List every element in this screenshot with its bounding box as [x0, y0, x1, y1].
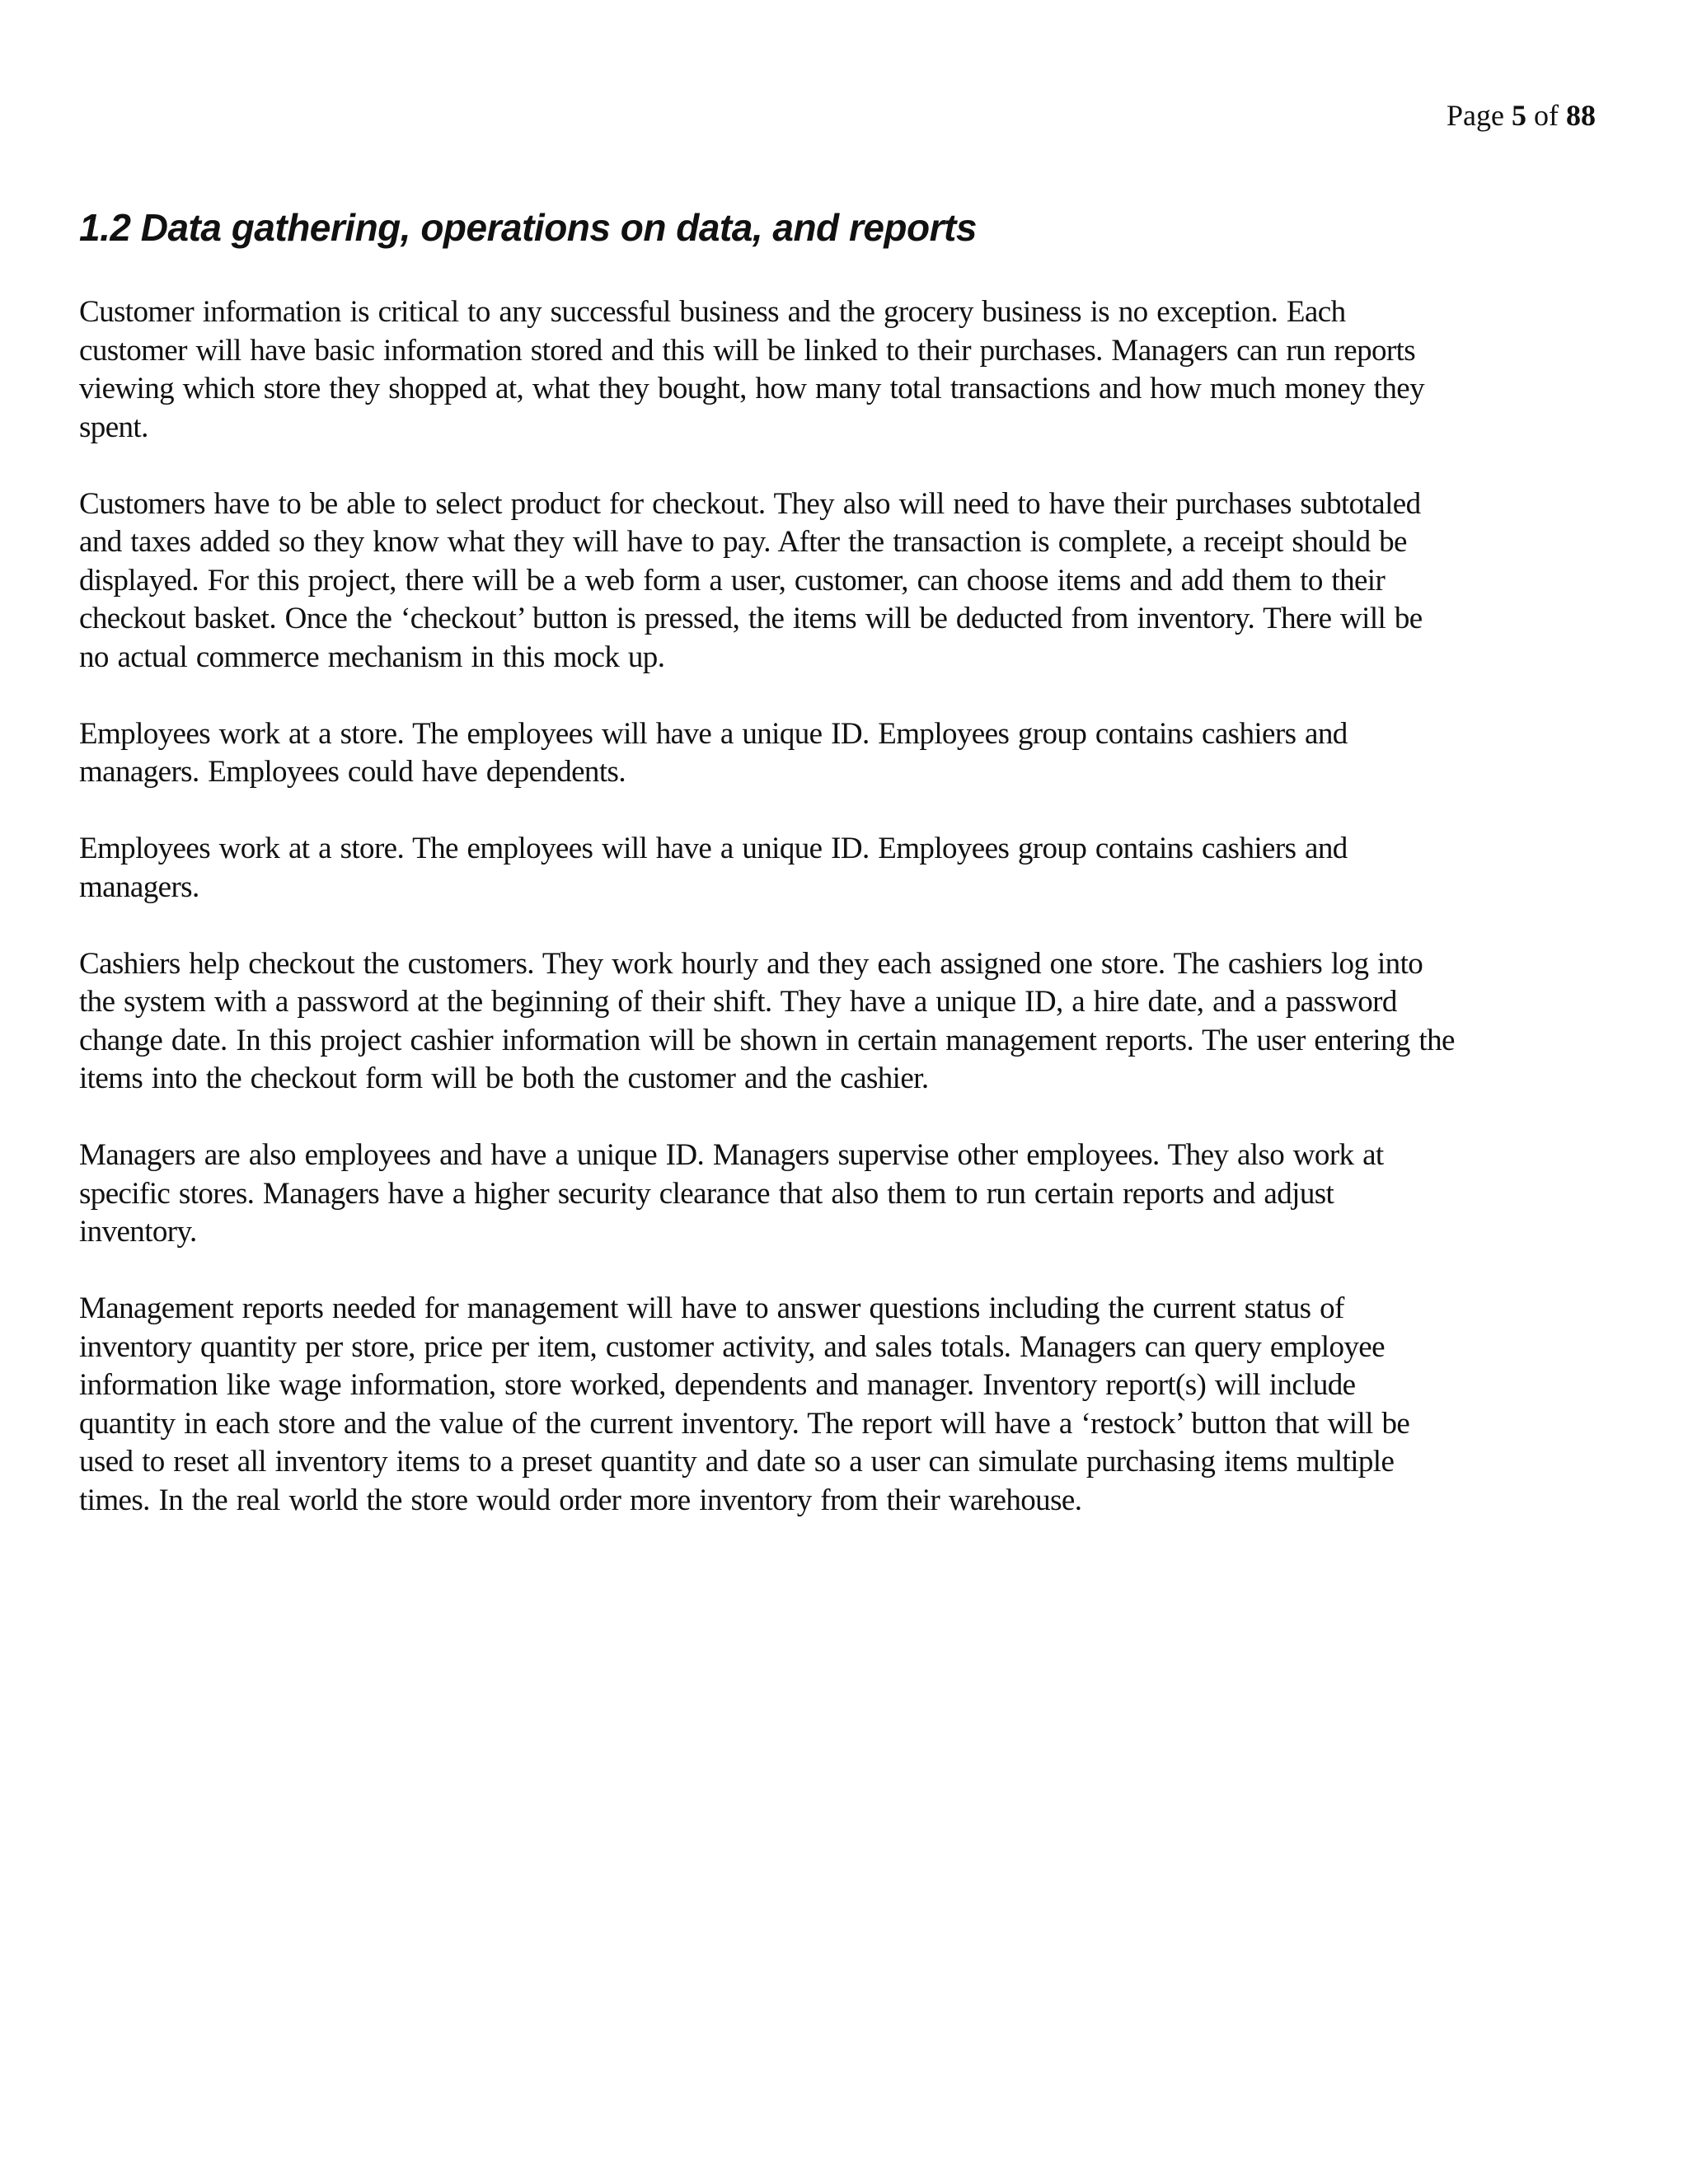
text-line: managers. Employees could have dependents.: [79, 755, 626, 789]
text-line: managers.: [79, 869, 199, 904]
paragraph-management-reports: [79, 1290, 1629, 1520]
text-line: Customer information is critical to any successful business and the grocery business is no exception. Each: [79, 295, 1346, 329]
text-line: viewing which store they shopped at, what they bought, how many total transactions and how much money they: [79, 372, 1424, 405]
text-line: Employees work at a store. The employees will have a unique ID. Employees group contains cashiers and: [79, 716, 1348, 751]
text-line: spent.: [79, 410, 148, 444]
text-line: used to reset all inventory items to a preset quantity and date so a user can simulate purchasing items multiple: [79, 1445, 1395, 1479]
text-line: checkout basket. Once the ‘checkout’ button is pressed, the items will be deducted from inventory. There will be: [79, 602, 1423, 635]
document-body: [79, 293, 1629, 1558]
text-line: the system with a password at the beginning of their shift. They have a unique ID, a hire date, and a password: [79, 985, 1397, 1019]
text-line: customer will have basic information stored and this will be linked to their purchases. Managers can run reports: [79, 333, 1416, 368]
text-line: quantity in each store and the value of the current inventory. The report will have a ‘restock’ button that will be: [79, 1406, 1410, 1441]
paragraph-employees: [79, 830, 1629, 907]
paragraph-cashiers: [79, 945, 1629, 1099]
page-number: [1447, 96, 1596, 135]
paragraph-employees-dependents: [79, 715, 1629, 792]
text-line: information like wage information, store worked, dependents and manager. Inventory report(s) will include: [79, 1368, 1356, 1402]
paragraph-customer-information: [79, 293, 1629, 447]
text-line: no actual commerce mechanism in this mock up.: [79, 640, 665, 674]
section-heading: 1.2 Data gathering, operations on data, and reports: [79, 206, 977, 249]
text-line: specific stores. Managers have a higher security clearance that also them to run certain reports and adjust: [79, 1176, 1334, 1211]
text-line: items into the checkout form will be both the customer and the cashier.: [79, 1062, 929, 1095]
text-line: inventory quantity per store, price per item, customer activity, and sales totals. Managers can query employee: [79, 1329, 1385, 1364]
text-line: Management reports needed for management will have to answer questions including the current status of: [79, 1291, 1344, 1325]
paragraph-managers: [79, 1137, 1629, 1252]
text-line: change date. In this project cashier information will be shown in certain management reports. The user entering the: [79, 1023, 1455, 1057]
text-line: Employees work at a store. The employees will have a unique ID. Employees group contains cashiers and: [79, 832, 1348, 865]
text-line: times. In the real world the store would order more inventory from their warehouse.: [79, 1483, 1082, 1517]
text-line: Managers are also employees and have a unique ID. Managers supervise other employees. They also work at: [79, 1138, 1384, 1172]
page-of-label: of: [1534, 99, 1559, 132]
page-prefix: Page: [1447, 99, 1504, 132]
text-line: inventory.: [79, 1215, 197, 1249]
current-page: 5: [1512, 99, 1526, 132]
text-line: Cashiers help checkout the customers. They work hourly and they each assigned one store. The cashiers log into: [79, 946, 1423, 981]
total-pages: 88: [1566, 99, 1596, 132]
paragraph-checkout: [79, 485, 1629, 677]
text-line: displayed. For this project, there will be a web form a user, customer, can choose items and add them to their: [79, 563, 1386, 598]
text-line: and taxes added so they know what they will have to pay. After the transaction is complete, a receipt should be: [79, 525, 1407, 559]
text-line: Customers have to be able to select product for checkout. They also will need to have their purchases subtotaled: [79, 486, 1421, 521]
